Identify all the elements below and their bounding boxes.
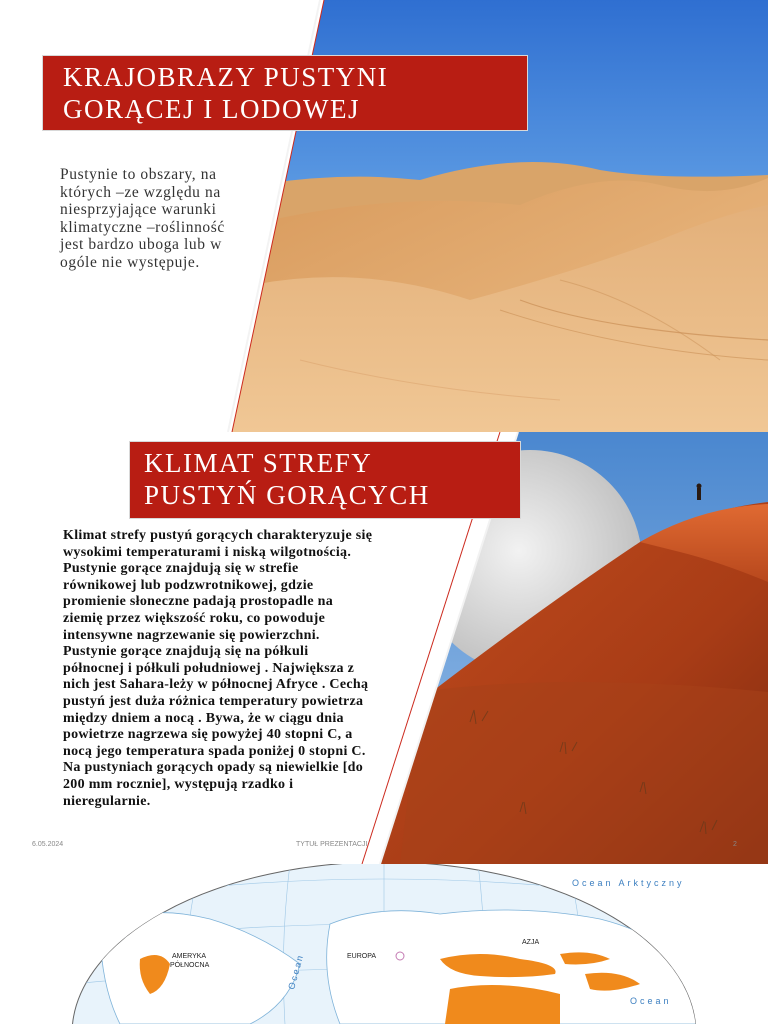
label-north-america: AMERYKA (172, 953, 207, 960)
footer-title: TYTUŁ PREZENTACJI (296, 841, 368, 848)
slide-1-title-box (43, 56, 527, 130)
label-ocean-left: Ocean (286, 952, 306, 991)
slide-1-title-line-1: KRAJOBRAZY PUSTYNI (63, 62, 389, 92)
slide-2 (0, 432, 768, 864)
slide-3 (0, 864, 768, 1024)
world-map (0, 864, 768, 1024)
slide-2-title-line-1: KLIMAT STREFY (144, 448, 373, 478)
slide-1 (0, 0, 768, 432)
footer-date: 6.05.2024 (32, 841, 64, 848)
label-ocean-right: Ocean (630, 996, 672, 1006)
label-ocean-arctic: Ocean Arktyczny (572, 878, 685, 888)
slide-1-title-line-2: GORĄCEJ I LODOWEJ (63, 94, 360, 124)
slide-2-body-text: Klimat strefy pustyń gorących charakteryzuje się wysokimi temperaturami i niską wilgotnością. Pustynie gorące znajdują się w strefie równikowej lub podzwrotnikowej, gdzie promienie słoneczne padają prostopadle na ziemię przez większość roku, co powoduje intensywne nagrzewanie się powierzchni. Pustynie gorące znajdują się na półkuli północnej i półkuli południowej . Największa z nich jest Sahara-leży w północnej Afryce . Cechą pustyń jest duża różnica temperatury powietrza między dniem a nocą . Bywa, że w ciągu dnia powietrze nagrzewa się powyżej 40 stopni C, a nocą jego temperatura spada poniżej 0 stopni C. Na pustyniach gorących opady są niewielkie [do 200 mm rocznie], występują rzadko i nieregularnie. (63, 528, 373, 809)
slide-1-body-text: Pustynie to obszary, na których –ze względu na niesprzyjające warunki klimatyczne –roślinność jest bardzo uboga lub w ogóle nie występuje. (60, 166, 225, 271)
slide-2-title-line-2: PUSTYŃ GORĄCYCH (144, 480, 430, 510)
slide-2-title-box (130, 442, 520, 518)
label-north-america-2: PÓŁNOCNA (170, 962, 210, 969)
label-europe: EUROPA (347, 953, 377, 960)
footer-page-number: 2 (733, 841, 737, 848)
label-asia: AZJA (522, 939, 540, 946)
